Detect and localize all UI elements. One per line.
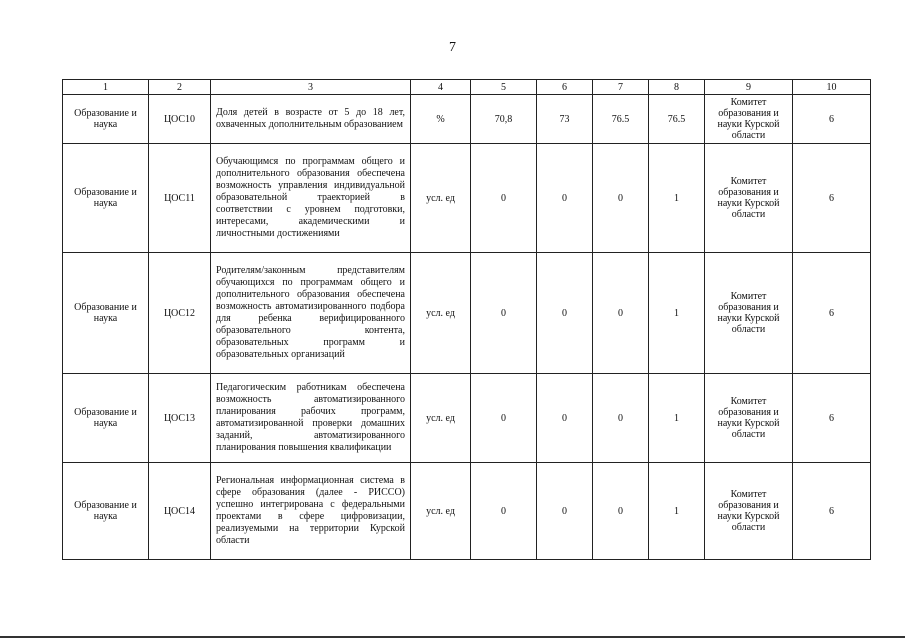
value-cell: 0	[593, 374, 649, 463]
table-row	[63, 463, 871, 560]
code-cell: ЦОС14	[149, 463, 211, 560]
unit-cell: %	[411, 95, 471, 144]
value-cell: 6	[793, 253, 871, 374]
value-cell: 76.5	[649, 95, 705, 144]
col-header-8: 8	[649, 80, 705, 95]
value-cell: 70,8	[471, 95, 537, 144]
header-row	[63, 80, 871, 95]
unit-cell: усл. ед	[411, 374, 471, 463]
col-header-4: 4	[411, 80, 471, 95]
value-cell: 0	[593, 144, 649, 253]
sector-cell: Образование и наука	[63, 463, 149, 560]
value-cell: 0	[537, 463, 593, 560]
value-cell: 0	[593, 253, 649, 374]
description-cell: Педагогическим работникам обеспечена возможность автоматизированного планирования рабочих программ, автоматизированной проверки домашних заданий, автоматизированного планирования повышения квалификации	[211, 374, 411, 463]
code-cell: ЦОС13	[149, 374, 211, 463]
table-row	[63, 374, 871, 463]
unit-cell: усл. ед	[411, 463, 471, 560]
value-cell: 0	[537, 253, 593, 374]
value-cell: 6	[793, 144, 871, 253]
value-cell: 0	[471, 374, 537, 463]
value-cell: 0	[471, 253, 537, 374]
code-cell: ЦОС12	[149, 253, 211, 374]
responsible-cell: Комитет образования и науки Курской области	[705, 463, 793, 560]
value-cell: 1	[649, 253, 705, 374]
col-header-2: 2	[149, 80, 211, 95]
value-cell: 6	[793, 95, 871, 144]
value-cell: 0	[471, 463, 537, 560]
value-cell: 6	[793, 374, 871, 463]
col-header-3: 3	[211, 80, 411, 95]
col-header-5: 5	[471, 80, 537, 95]
sector-cell: Образование и наука	[63, 253, 149, 374]
description-cell: Доля детей в возрасте от 5 до 18 лет, охваченных дополнительным образованием	[211, 95, 411, 144]
responsible-cell: Комитет образования и науки Курской области	[705, 144, 793, 253]
table-row	[63, 95, 871, 144]
col-header-7: 7	[593, 80, 649, 95]
sector-cell: Образование и наука	[63, 95, 149, 144]
responsible-cell: Комитет образования и науки Курской области	[705, 374, 793, 463]
description-cell: Обучающимся по программам общего и дополнительного образования обеспечена возможность управления индивидуальной образовательной траекторией в соответствии с уровнем подготовки, интересами, академическими и личностными достижениями	[211, 144, 411, 253]
responsible-cell: Комитет образования и науки Курской области	[705, 253, 793, 374]
col-header-1: 1	[63, 80, 149, 95]
value-cell: 1	[649, 374, 705, 463]
sector-cell: Образование и наука	[63, 374, 149, 463]
col-header-10: 10	[793, 80, 871, 95]
col-header-6: 6	[537, 80, 593, 95]
description-cell: Родителям/законным представителям обучающихся по программам общего и дополнительного образования обеспечена возможность автоматизированного подбора для ребенка верифицированного образовательного контента, образовательных программ и образовательных организаций	[211, 253, 411, 374]
value-cell: 0	[537, 374, 593, 463]
value-cell: 73	[537, 95, 593, 144]
responsible-cell: Комитет образования и науки Курской области	[705, 95, 793, 144]
table-row	[63, 253, 871, 374]
page-number: 7	[449, 40, 456, 55]
sector-cell: Образование и наука	[63, 144, 149, 253]
unit-cell: усл. ед	[411, 144, 471, 253]
value-cell: 0	[537, 144, 593, 253]
value-cell: 1	[649, 463, 705, 560]
unit-cell: усл. ед	[411, 253, 471, 374]
value-cell: 6	[793, 463, 871, 560]
indicators-table	[62, 79, 871, 560]
description-cell: Региональная информационная система в сфере образования (далее - РИССО) успешно интегрирована с федеральными проектами в сфере цифровизации, реализуемыми на территории Курской области	[211, 463, 411, 560]
scan-edge-line	[0, 636, 905, 638]
value-cell: 76.5	[593, 95, 649, 144]
value-cell: 0	[471, 144, 537, 253]
value-cell: 1	[649, 144, 705, 253]
value-cell: 0	[593, 463, 649, 560]
table-row	[63, 144, 871, 253]
col-header-9: 9	[705, 80, 793, 95]
code-cell: ЦОС11	[149, 144, 211, 253]
code-cell: ЦОС10	[149, 95, 211, 144]
